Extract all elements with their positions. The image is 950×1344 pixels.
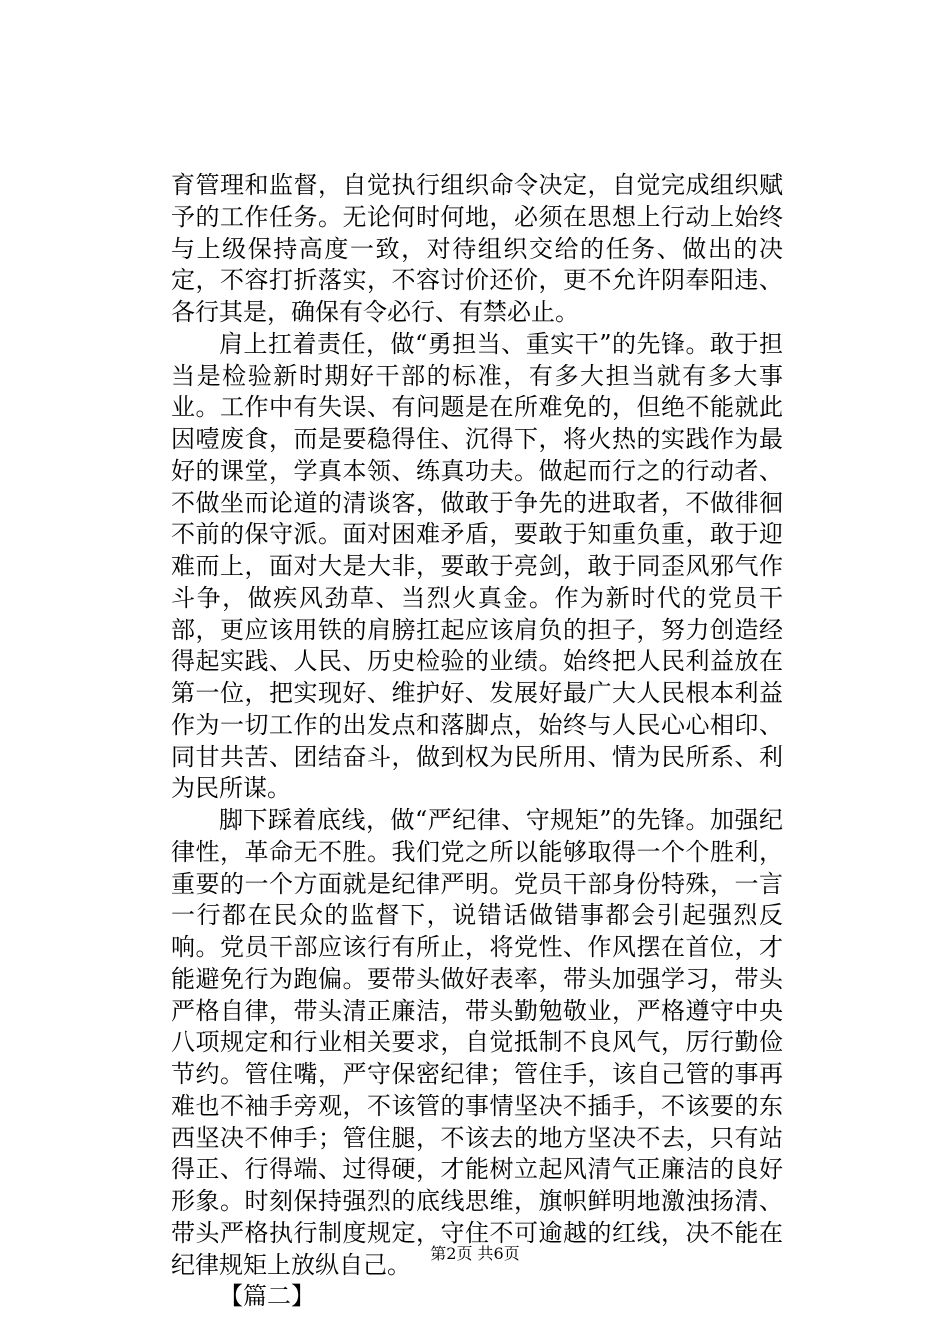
document-body: [171, 170, 783, 1313]
page-number-footer: 第2页 共6页: [430, 1244, 520, 1263]
paragraph-2: 肩上扛着责任，做“勇担当、重实干”的先锋。敢于担当是检验新时期好干部的标准，有多大担当就有多大事业。工作中有失误、有问题是在所难免的，但绝不能就此因噎废食，而是要稳得住、沉得下，将火热的实践作为最好的课堂，学真本领、练真功夫。做起而行之的行动者、不做坐而论道的清谈客，做敢于争先的进取者，不做徘徊不前的保守派。面对困难矛盾，要敢于知重负重，敢于迎难而上，面对大是大非，要敢于亮剑，敢于同歪风邪气作斗争，做疾风劲草、当烈火真金。作为新时代的党员干部，更应该用铁的肩膀扛起应该肩负的担子，努力创造经得起实践、人民、历史检验的业绩。始终把人民利益放在第一位，把实现好、维护好、发展好最广大人民根本利益作为一切工作的出发点和落脚点，始终与人民心心相印、同甘共苦、团结奋斗，做到权为民所用、情为民所系、利为民所谋。: [171, 329, 783, 803]
section-heading: 【篇二】: [219, 1282, 315, 1311]
paragraph-1: 育管理和监督，自觉执行组织命令决定，自觉完成组织赋予的工作任务。无论何时何地，必须在思想上行动上始终与上级保持高度一致，对待组织交给的任务、做出的决定，不容打折落实，不容讨价还价，更不允许阴奉阳违、各行其是，确保有令必行、有禁必止。: [171, 171, 783, 326]
paragraph-3: 脚下踩着底线，做“严纪律、守规矩”的先锋。加强纪律性，革命无不胜。我们党之所以能够取得一个个胜利，重要的一个方面就是纪律严明。党员干部身份特殊，一言一行都在民众的监督下，说错话做错事都会引起强烈反响。党员干部应该行有所止，将党性、作风摆在首位，才能避免行为跑偏。要带头做好表率，带头加强学习，带头严格自律，带头清正廉洁，带头勤勉敬业，严格遵守中央八项规定和行业相关要求，自觉抵制不良风气，厉行勤俭节约。管住嘴，严守保密纪律；管住手，该自己管的事再难也不袖手旁观，不该管的事情坚决不插手，不该要的东西坚决不伸手；管住腿，不该去的地方坚决不去，只有站得正、行得端、过得硬，才能树立起风清气正廉洁的良好形象。时刻保持强烈的底线思维，旗帜鲜明地激浊扬清、带头严格执行制度规定，守住不可逾越的红线，决不能在纪律规矩上放纵自己。: [171, 806, 783, 1279]
